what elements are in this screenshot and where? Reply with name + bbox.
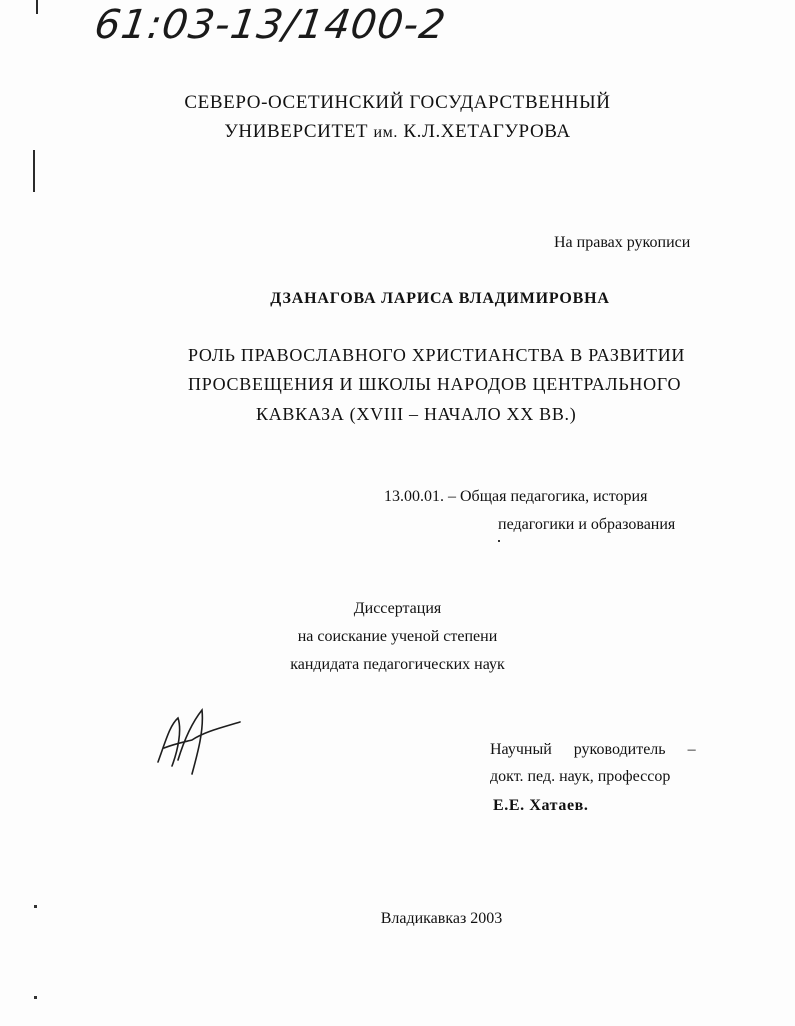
- university-name-line-1: [0, 92, 795, 114]
- scan-dot: [498, 540, 500, 542]
- university-line-2-prefix: УНИВЕРСИТЕТ: [224, 121, 369, 142]
- scan-edge-mark: [36, 0, 38, 14]
- supervisor-degree: докт. пед. наук, профессор: [490, 768, 671, 785]
- handwritten-signature: [148, 700, 258, 780]
- manuscript-rights-note: На правах рукописи: [554, 234, 691, 251]
- university-line-2-im: им.: [373, 124, 398, 141]
- author-name: ДЗАНАГОВА ЛАРИСА ВЛАДИМИРОВНА: [270, 290, 610, 307]
- university-line-1-text: СЕВЕРО-ОСЕТИНСКИЙ ГОСУДАРСТВЕННЫЙ: [184, 92, 611, 113]
- dissertation-type-line-3: кандидата педагогических наук: [290, 656, 505, 673]
- dissertation-title-line-1: РОЛЬ ПРАВОСЛАВНОГО ХРИСТИАНСТВА В РАЗВИТИИ: [188, 345, 686, 365]
- city-and-year: Владикавказ 2003: [380, 910, 503, 927]
- university-name-line-2: [0, 121, 795, 143]
- specialty-code-line-1: 13.00.01. – Общая педагогика, история: [384, 488, 648, 505]
- dissertation-type-line-2: на соискание ученой степени: [297, 628, 498, 645]
- dissertation-title-line-3: КАВКАЗА (XVIII – НАЧАЛО XX ВВ.): [256, 404, 577, 424]
- catalog-number: 61:03-13/1400-2: [91, 2, 449, 48]
- specialty-code-line-2: педагогики и образования: [498, 516, 676, 533]
- supervisor-name: Е.Е. Хатаев.: [493, 797, 589, 814]
- university-line-2-name: К.Л.ХЕТАГУРОВА: [403, 121, 571, 142]
- scan-dot: [34, 996, 37, 999]
- dissertation-type-line-1: Диссертация: [353, 600, 442, 617]
- supervisor-label: Научный руководитель –: [490, 741, 696, 758]
- scan-dot: [34, 905, 37, 908]
- dissertation-title-line-2: ПРОСВЕЩЕНИЯ И ШКОЛЫ НАРОДОВ ЦЕНТРАЛЬНОГО: [188, 374, 682, 394]
- scan-edge-mark: [33, 150, 35, 192]
